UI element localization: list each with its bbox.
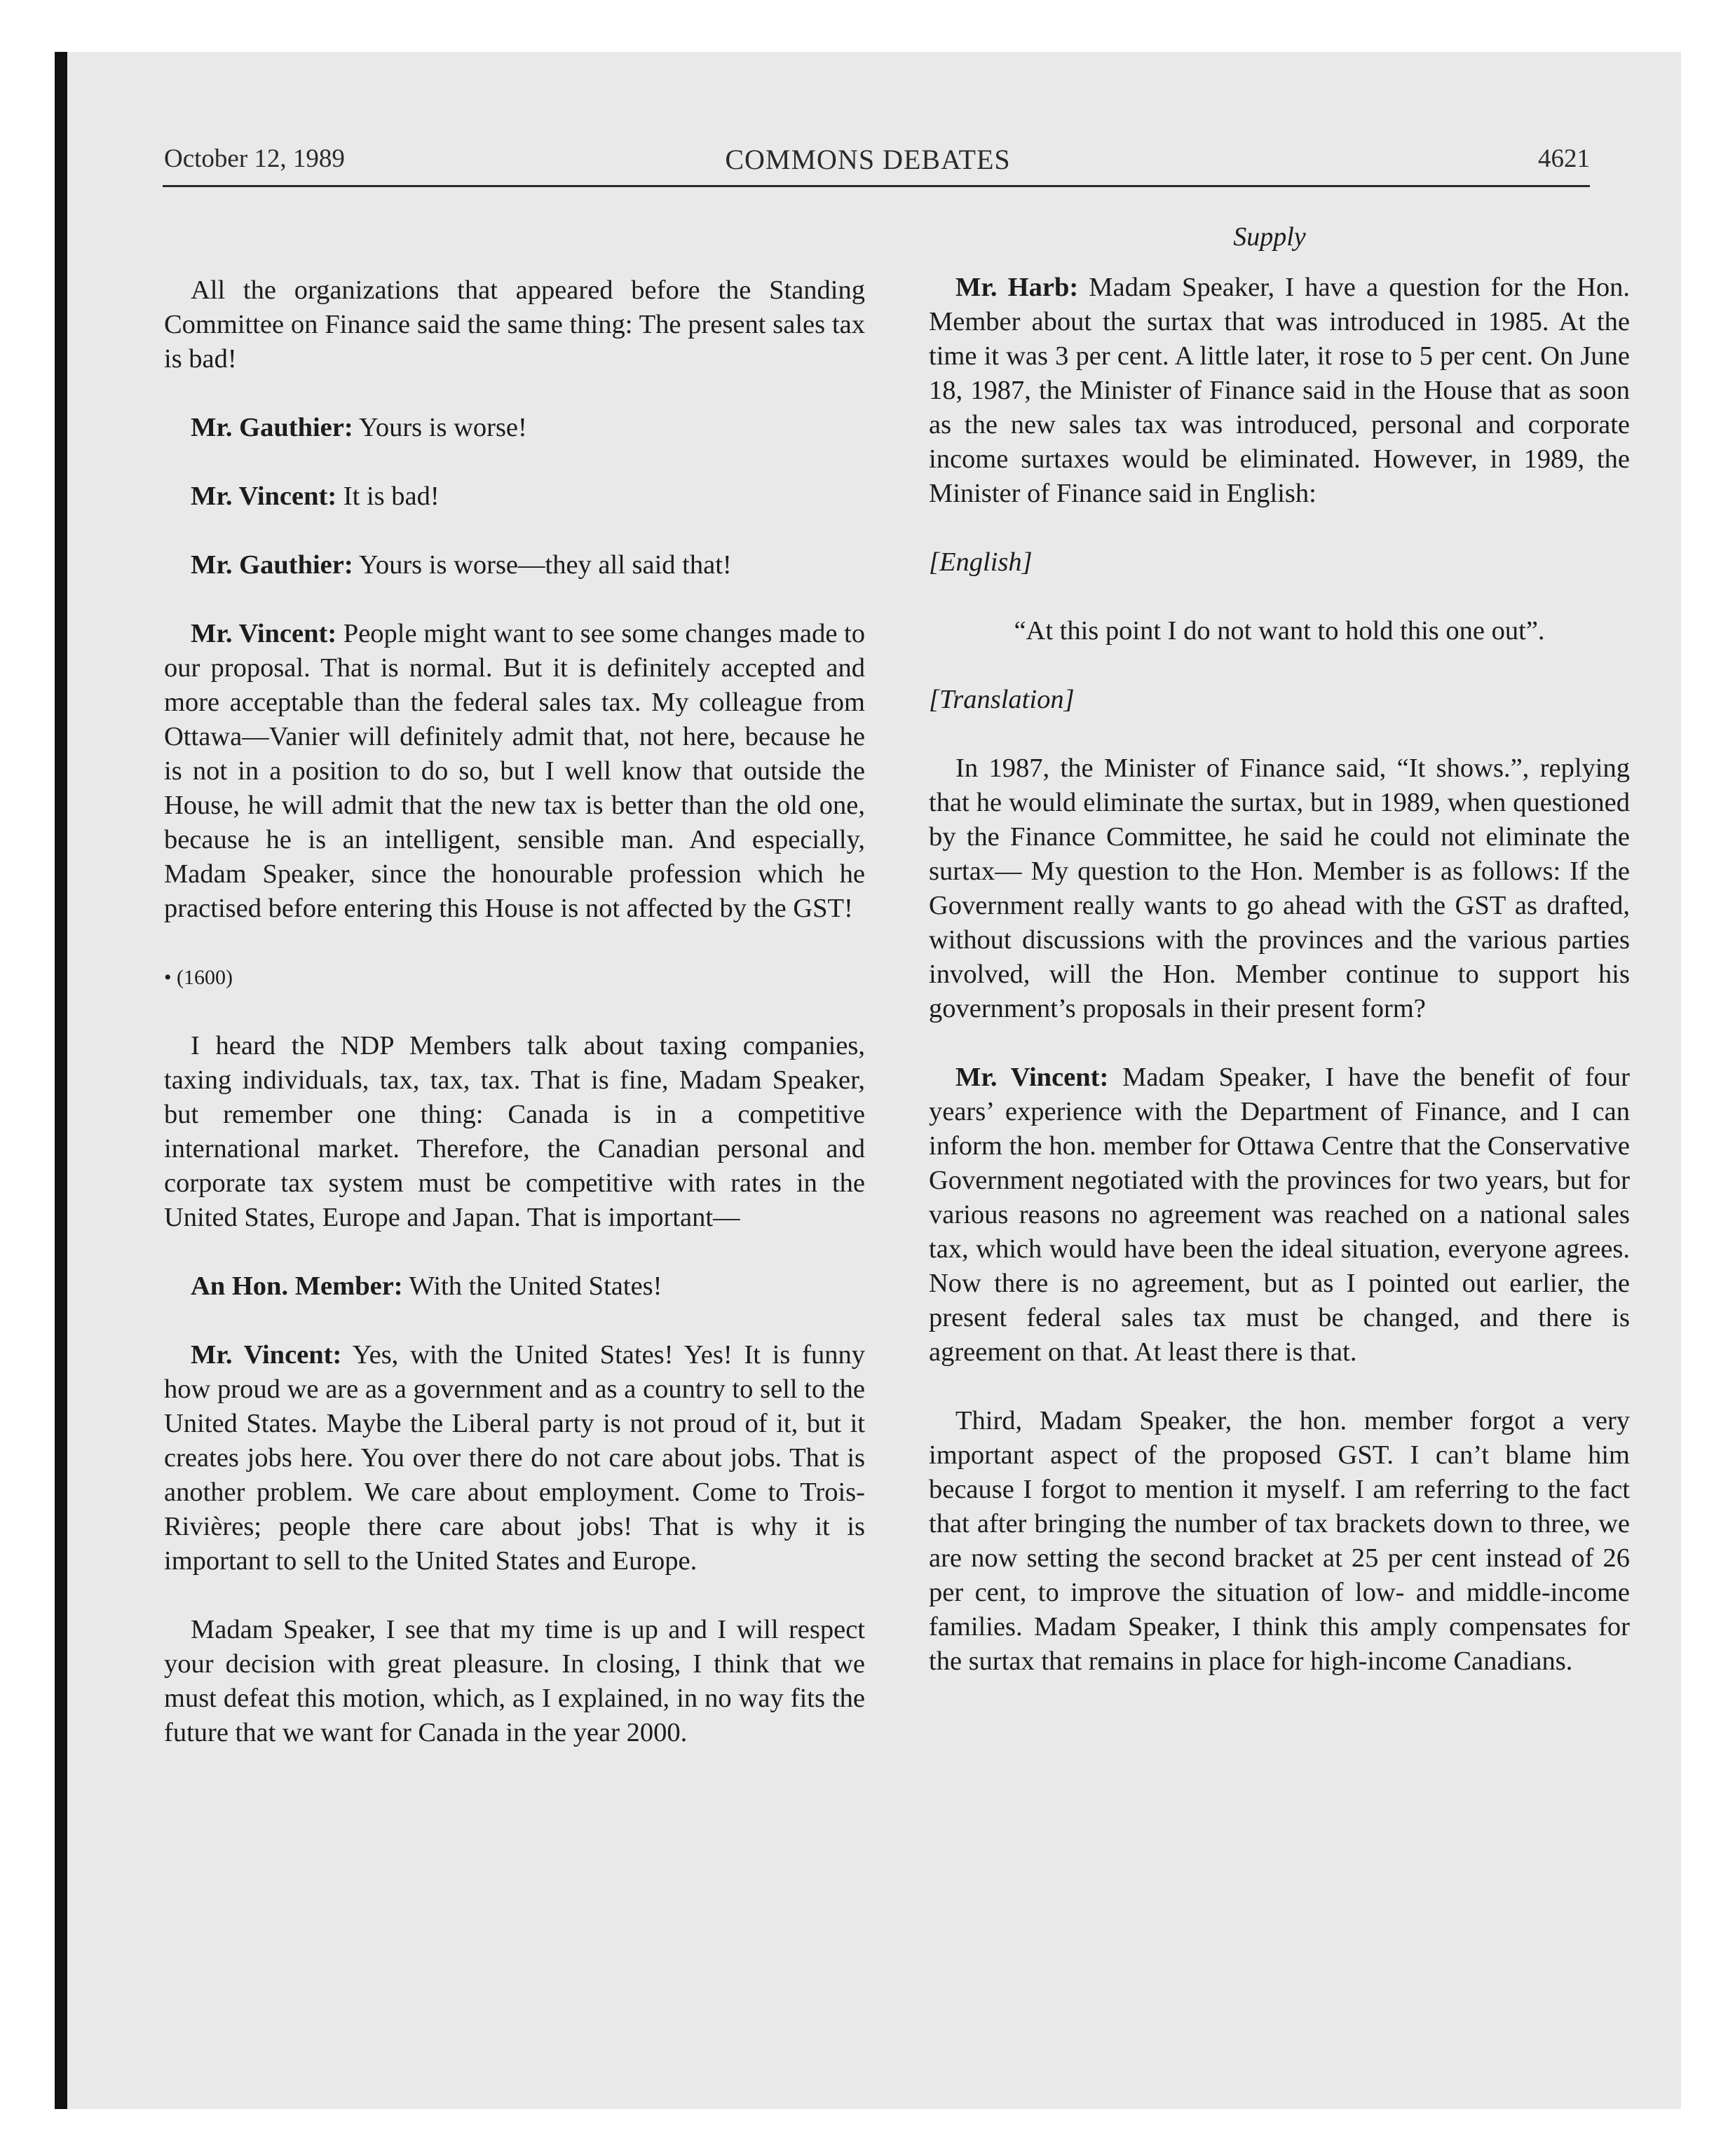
speaker-name: Mr. Vincent: — [191, 482, 337, 511]
page-number: 4621 — [1538, 144, 1590, 173]
header-title: COMMONS DEBATES — [725, 144, 1011, 175]
paragraph: I heard the NDP Members talk about taxing companies, taxing individuals, tax, tax, tax. That is fine, Madam Speaker, but remember one thing: Canada is in a competitive international market. Therefore, the Canadian personal and corporate tax system must be competitive with rates in the United States, Europe and Japan. That is important— — [164, 1031, 865, 1232]
header-date: October 12, 1989 — [164, 144, 345, 173]
paragraph: Third, Madam Speaker, the hon. member forgot a very important aspect of the proposed GST. I can’t blame him because I forgot to mention it myself. I am referring to the fact that after bringing the number of tax brackets down to three, we are now setting the second bracket at 25 per cent instead of 26 per cent, to improve the situation of low- and middle-income families. Madam Speaker, I think this amply compensates for the surtax that remains in place for high-income Canadians. — [929, 1406, 1630, 1676]
paragraph: Madam Speaker, I see that my time is up and I will respect your decision with great pleasure. In closing, I think that we must defeat this motion, which, as I explained, in no way fits the future that we want for Canada in the year 2000. — [164, 1615, 865, 1747]
paragraph: In 1987, the Minister of Finance said, “It shows.”, replying that he would eliminate the surtax, but in 1989, when questioned by the Finance Committee, he said he could not eliminate the surtax— My question to the Hon. Member is as follows: If the Government really wants to go ahead with the GST as drafted, without discussions with the provinces and the various parties involved, will the Hon. Member continue to support his government’s proposals in their present form? — [929, 753, 1630, 1023]
speech-paragraph — [929, 1060, 1630, 1370]
speaker-name: Mr. Harb: — [955, 273, 1079, 302]
speech-text: With the United States! — [402, 1271, 662, 1301]
speech-text: It is bad! — [336, 482, 440, 511]
speech-text: Madam Speaker, I have a question for the Hon. Member about the surtax that was introduced in 1985. At the time it was 3 per cent. A little later, it rose to 5 per cent. On June 18, 1987, the Minister of Finance said in the House that as soon as the new sales tax was introduced, personal and corporate income surtaxes would be eliminated. However, in 1989, the Minister of Finance said in English: — [929, 273, 1630, 508]
speech-paragraph — [164, 1269, 865, 1304]
scan-edge — [55, 52, 67, 2109]
speech-text: Madam Speaker, I have the benefit of four years’ experience with the Department of Finance, and I can inform the hon. member for Ottawa Centre that the Conservative Government negotiated with the provinces for two years, but for various reasons no agreement was reached on a national sales tax, which would have been the ideal situation, everyone agrees. Now there is no agreement, but as I pointed out earlier, the present federal sales tax must be changed, and there is agreement on that. At least there is that. — [929, 1063, 1630, 1367]
right-column — [929, 271, 1630, 1713]
language-label: [English] — [929, 547, 1033, 577]
speech-paragraph — [164, 1338, 865, 1578]
speech-text: Yours is worse—they all said that! — [353, 550, 732, 580]
header-rule — [163, 185, 1590, 187]
scanned-page — [55, 52, 1681, 2109]
paragraph: All the organizations that appeared before the Standing Committee on Finance said the same thing: The present sales tax is bad! — [164, 275, 865, 374]
speech-paragraph — [929, 271, 1630, 511]
speech-paragraph — [164, 411, 865, 445]
speaker-name: An Hon. Member: — [191, 1271, 403, 1301]
speaker-name: Mr. Vincent: — [955, 1063, 1109, 1092]
language-label: [Translation] — [929, 685, 1075, 714]
speaker-name: Mr. Gauthier: — [191, 413, 353, 442]
speaker-name: Mr. Vincent: — [191, 619, 337, 648]
left-column — [164, 273, 865, 1785]
speech-text: Yes, with the United States! Yes! It is funny how proud we are as a government and as a country to sell to the United States. Maybe the Liberal party is not proud of it, but it creates jobs here. You over there do not care about jobs. That is another problem. We care about employment. Come to Trois-Rivières; people there care about jobs! That is why it is important to sell to the United States and Europe. — [164, 1340, 865, 1576]
quotation: “At this point I do not want to hold this one out”. — [1014, 616, 1545, 646]
speech-text: People might want to see some changes made to our proposal. That is normal. But it is definitely accepted and more acceptable than the federal sales tax. My colleague from Ottawa—Vanier will definitely admit that, not here, because he is not in a position to do so, but I well know that outside the House, he will admit that the new tax is better than the old one, because he is an intelligent, sensible man. And especially, Madam Speaker, since the honourable profession which he practised before entering this House is not affected by the GST! — [164, 619, 865, 923]
speech-paragraph — [164, 479, 865, 514]
time-marker: • (1600) — [164, 966, 233, 989]
running-head: Supply — [1233, 222, 1306, 252]
speaker-name: Mr. Gauthier: — [191, 550, 353, 580]
speaker-name: Mr. Vincent: — [191, 1340, 342, 1370]
speech-text: Yours is worse! — [353, 413, 527, 442]
speech-paragraph — [164, 617, 865, 926]
speech-paragraph — [164, 548, 865, 582]
